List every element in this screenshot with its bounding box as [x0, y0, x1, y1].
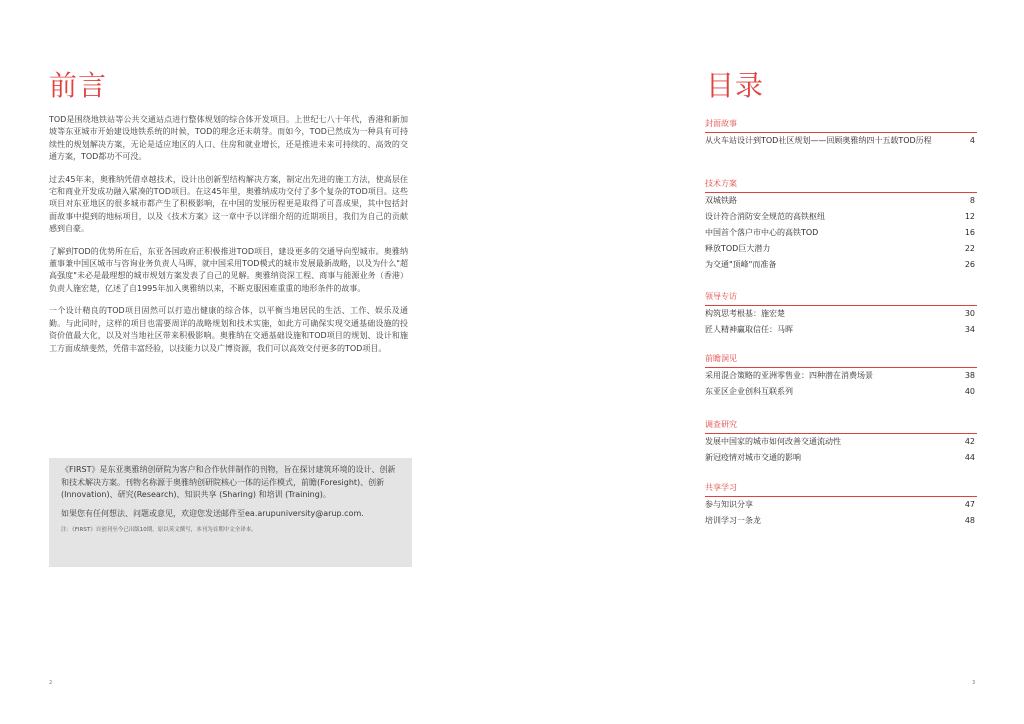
toc-entry-title: 新冠疫情对城市交通的影响	[705, 453, 801, 462]
toc-entry[interactable]	[705, 371, 977, 382]
toc-section-heading: 领导专访	[705, 291, 977, 306]
toc-entry-title: 参与知识分享	[705, 500, 753, 509]
toc-entry[interactable]	[705, 437, 977, 448]
toc-entry[interactable]	[705, 325, 977, 336]
toc-section-heading: 前瞻洞见	[705, 353, 977, 368]
toc-entry-title: 采用混合策略的亚洲零售业：四种潜在消费场景	[705, 371, 873, 380]
foreword-paragraph-2: 过去45年来，奥雅纳凭借卓越技术，设计出创新型结构解决方案，制定出先进的施工方法，使高层住宅和商业开发成功融入紧凑的TOD项目。在这45年里，奥雅纳成功交付了多个复杂的TOD项目。这些项目对东亚地区的很多城市都产生了积极影响，在中国的发展历程更是取得了可喜成果，其中包括封面故事中提到的地标项目，以及《技术方案》这一章中予以详细介绍的近期项目，我们为自己的贡献感到自豪。	[49, 174, 408, 234]
toc-entry-title: 构筑思考根基：施宏楚	[705, 309, 785, 318]
toc-entry[interactable]	[705, 453, 977, 464]
toc-entry[interactable]	[705, 196, 977, 207]
toc-entry-title: 为交通"顶峰"而准备	[705, 260, 777, 269]
toc-entry-title: 设计符合消防安全规范的高铁枢纽	[705, 212, 825, 221]
toc-entry-page: 16	[964, 228, 975, 237]
toc-entry[interactable]	[705, 500, 977, 511]
toc-entry[interactable]	[705, 260, 977, 271]
toc-entry[interactable]	[705, 516, 977, 527]
toc-entry-page: 12	[964, 212, 975, 221]
toc-section-sharing	[705, 482, 977, 532]
first-box-contact: 如果您有任何想法、问题或意见，欢迎您发送邮件至ea.arupuniversity@arup.com.	[61, 508, 364, 518]
first-box-note: 注：《FIRST》自创刊至今已出版10期，原以英文撰写，本刊为首期中文全译本。	[61, 527, 257, 534]
toc-section-heading: 共享学习	[705, 482, 977, 497]
toc-entry-title: 双城铁路	[705, 196, 737, 205]
toc-entry[interactable]	[705, 136, 977, 147]
page-number-left: 2	[49, 680, 53, 686]
toc-section-cover-story	[705, 118, 977, 152]
toc-entry[interactable]	[705, 228, 977, 239]
toc-entry-page: 48	[964, 516, 975, 525]
toc-entry-title: 释放TOD巨大潜力	[705, 244, 771, 253]
toc-section-heading: 封面故事	[705, 118, 977, 133]
toc-entry-title: 中国首个落户市中心的高铁TOD	[705, 228, 819, 237]
contents-title: 目录	[706, 69, 765, 102]
toc-entry-title: 发展中国家的城市如何改善交通流动性	[705, 437, 841, 446]
foreword-paragraph-1: TOD是围绕地铁站等公共交通站点进行整体规划的综合体开发项目。上世纪七八十年代，香港和新加坡等东亚城市开始建设地铁系统的时候，TOD的理念还未萌芽。而如今，TOD已然成为一种具有可持续性的规划解决方案，无论是适应地区的人口、住房和就业增长，还是推进未来可持续的、高效的交通方案，TOD都功不可没。	[49, 115, 408, 162]
toc-section-technical	[705, 178, 977, 276]
first-info-box	[49, 458, 412, 567]
toc-section-foresight	[705, 353, 977, 403]
toc-entry-page: 42	[964, 437, 975, 446]
right-page	[512, 0, 1024, 724]
toc-entry[interactable]	[705, 244, 977, 255]
toc-entry[interactable]	[705, 387, 977, 398]
toc-entry[interactable]	[705, 309, 977, 320]
page-number-right: 3	[972, 680, 976, 686]
toc-entry[interactable]	[705, 212, 977, 223]
foreword-title: 前言	[49, 69, 108, 102]
foreword-body	[49, 114, 408, 365]
toc-entry-page: 22	[964, 244, 975, 253]
foreword-paragraph-3: 了解到TOD的优势所在后，东亚各国政府正积极推进TOD项目，建设更多的交通导向型城市。奥雅纳董事兼中国区城市与咨询业务负责人马晖，就中国采用TOD模式的城市发展最新战略，以及为什么"超高强度"未必是最理想的城市规划方案发表了自己的见解。奥雅纳资深工程、商事与能源业务（香港）负责人施宏楚，亿述了自1995年加入奥雅纳以来，不断克服困难重重的地形条件的故事。	[49, 246, 408, 293]
toc-entry-title: 匠人精神赢取信任：马晖	[705, 325, 793, 334]
toc-entry-title: 培训学习一条龙	[705, 516, 761, 525]
toc-entry-page: 4	[969, 136, 975, 145]
toc-entry-page: 44	[964, 453, 975, 462]
foreword-paragraph-4: 一个设计精良的TOD项目固然可以打造出健康的综合体，以平衡当地居民的生活、工作、娱乐及通勤。与此同时，这样的项目也需要周详的战略规划和技术实施，如此方可确保实现交通基础设施的投资价值最大化，以及对当地社区带来积极影响。奥雅纳在交通基础设施和TOD项目的规划、设计和施工方面成绩斐然，凭借丰富经验，以技能力以及广博资源，我们可以高效交付更多的TOD项目。	[49, 306, 408, 353]
toc-entry-page: 8	[969, 196, 975, 205]
toc-entry-page: 26	[964, 260, 975, 269]
toc-entry-title: 东亚区企业创科互联系列	[705, 387, 793, 396]
toc-section-research	[705, 419, 977, 469]
toc-section-heading: 技术方案	[705, 178, 977, 193]
toc-section-leadership	[705, 291, 977, 341]
toc-entry-page: 38	[964, 371, 975, 380]
toc-entry-page: 30	[964, 309, 975, 318]
toc-entry-page: 40	[964, 387, 975, 396]
first-box-intro: 《FIRST》是东亚奥雅纳创研院为客户和合作伙伴制作的刊物，旨在探讨建筑环境的设计、创新和技术解决方案。刊物名称源于奥雅纳创研院核心一体的运作模式，前瞻(Foresight)、创新(Innovation)、研究(Research)、知识共享 (Sharing) 和培训 (Training)。	[61, 465, 396, 500]
toc-entry-page: 47	[964, 500, 975, 509]
toc-entry-title: 从火车站设计到TOD社区规划——回顾奥雅纳四十五载TOD历程	[705, 136, 932, 145]
toc-entry-page: 34	[964, 325, 975, 334]
toc-section-heading: 调查研究	[705, 419, 977, 434]
